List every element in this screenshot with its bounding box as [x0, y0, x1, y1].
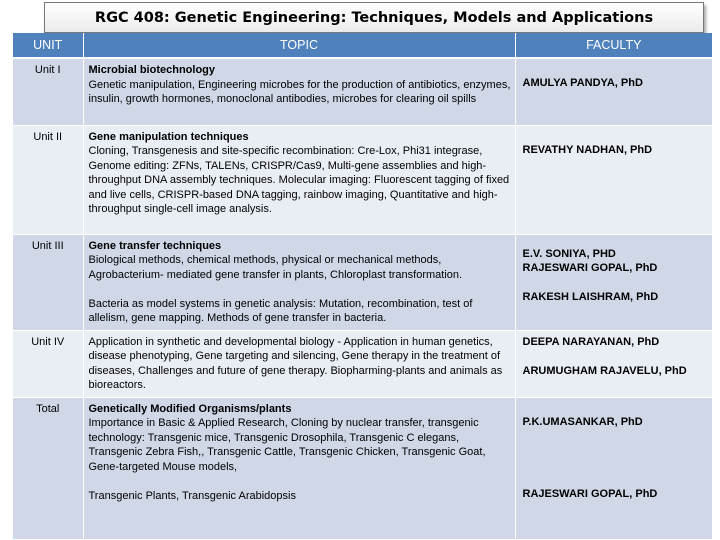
- topic-heading: Gene transfer techniques: [88, 239, 222, 252]
- topic-description: Bacteria as model systems in genetic analysis: Mutation, recombination, test of allelism, gene mapping. Methods of gene transfer in bacteria.: [88, 297, 473, 324]
- faculty-cell: [515, 58, 712, 125]
- faculty-cell: [515, 397, 712, 540]
- topic-description: Transgenic Plants, Transgenic Arabidopsis: [88, 489, 296, 502]
- faculty-name: DEEPA NARAYANAN, PhD: [522, 335, 660, 348]
- topic-heading: Gene manipulation techniques: [88, 130, 249, 143]
- header-unit: UNIT: [13, 33, 83, 58]
- faculty-cell: [515, 330, 712, 397]
- topic-cell: [83, 58, 515, 125]
- topic-description: Genetic manipulation, Engineering microbes for the production of antibiotics, enzymes, insulin, growth hormones, monoclonal antibodies, microbes for clearing oil spills: [88, 78, 511, 105]
- topic-cell: [83, 234, 515, 330]
- topic-description: Cloning, Transgenesis and site-specific recombination: Cre-Lox, Phi31 integrase, Genome editing: ZFNs, TALENs, CRISPR/Cas9, Multi-gene assemblies and high-throughput DNA assembly techniques. Molecular imaging: Fluorescent tagging of fixed and live cells, CRISPR-based DNA tagging, rainbow imaging, Quantitative and high-throughput single-cell image analysis.: [88, 145, 510, 215]
- faculty-name: AMULYA PANDYA, PhD: [522, 77, 643, 89]
- unit-cell: Total: [13, 397, 83, 540]
- slide-title: RGC 408: Genetic Engineering: Techniques, Models and Applications: [44, 2, 704, 33]
- faculty-name: RAKESH LAISHRAM, PhD: [522, 291, 659, 303]
- faculty-name: E.V. SONIYA, PHD: [522, 247, 616, 260]
- course-table: [13, 33, 712, 540]
- topic-heading: Genetically Modified Organisms/plants: [88, 402, 292, 415]
- table-row: [13, 125, 712, 234]
- unit-cell: Unit IV: [13, 330, 83, 397]
- faculty-name: ARUMUGHAM RAJAVELU, PhD: [522, 364, 687, 377]
- faculty-name: REVATHY NADHAN, PhD: [522, 143, 653, 156]
- header-faculty: FACULTY: [515, 33, 712, 58]
- table-header-row: [13, 33, 712, 58]
- faculty-cell: [515, 234, 712, 330]
- faculty-name: RAJESWARI GOPAL, PhD: [522, 262, 658, 274]
- topic-heading: Microbial biotechnology: [88, 64, 216, 76]
- faculty-name: P.K.UMASANKAR, PhD: [522, 415, 643, 428]
- unit-cell: Unit III: [13, 234, 83, 330]
- unit-cell: Unit I: [13, 58, 83, 125]
- table-row: [13, 330, 712, 397]
- topic-cell: [83, 397, 515, 540]
- topic-cell: [83, 125, 515, 234]
- topic-description: Application in synthetic and developmental biology - Application in human genetics, disease phenotyping, Gene targeting and silencing, Gene therapy in the treatment of diseases, Challenges and future of gene therapy. Biopharming-plants and animals as bioreactors.: [88, 335, 503, 391]
- table-row: [13, 234, 712, 330]
- header-topic: TOPIC: [83, 33, 515, 58]
- table-row: [13, 58, 712, 125]
- faculty-cell: [515, 125, 712, 234]
- table-row: [13, 397, 712, 540]
- topic-description: Biological methods, chemical methods, physical or mechanical methods, Agrobacterium- mediated gene transfer in plants, Chloroplast transformation.: [88, 254, 463, 281]
- topic-description: Importance in Basic & Applied Research, Cloning by nuclear transfer, transgenic technology: Transgenic mice, Transgenic Drosophila, Transgenic C elegans, Transgenic Zebra Fish,, Transgenic Cattle, Transgenic Chicken, Transgenic Goat, Gene-targeted Mouse models,: [88, 417, 486, 473]
- topic-cell: [83, 330, 515, 397]
- faculty-name: RAJESWARI GOPAL, PhD: [522, 488, 658, 500]
- unit-cell: Unit II: [13, 125, 83, 234]
